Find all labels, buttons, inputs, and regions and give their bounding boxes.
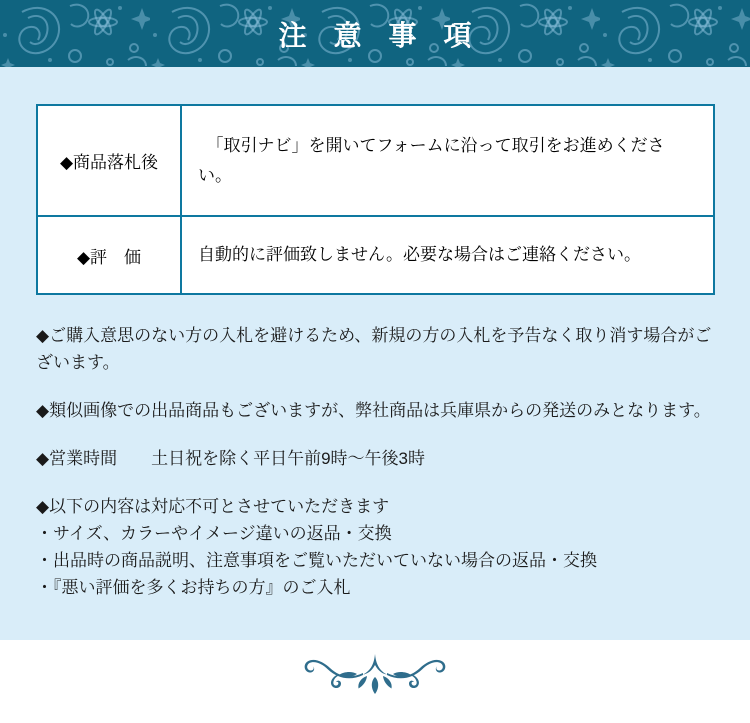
note-list [36,493,717,601]
row-label: ◆評 価 [37,216,181,294]
notes-section [36,322,717,601]
page-title: 注 意 事 項 [278,20,482,52]
note-paragraph: ◆ご購入意思のない方の入札を避けるため、新規の方の入札を予告なく取り消す場合がございます。 [36,326,712,372]
note-line: ・出品時の商品説明、注意事項をご覧いただいていない場合の返品・交換 [36,551,597,570]
note-line: ・『悪い評価を多くお持ちの方』のご入札 [36,578,351,597]
row-label: ◆商品落札後 [37,105,181,216]
content-area [0,67,750,640]
row-text: 「取引ナビ」を開いてフォームに沿って取引をお進めください。 [181,105,714,216]
table-row [37,216,714,294]
note-line: ・サイズ、カラーやイメージ違いの返品・交換 [36,524,392,543]
note-paragraph: ◆営業時間 土日祝を除く平日午前9時～午後3時 [36,449,425,468]
flourish-icon [290,652,460,700]
notice-table [36,104,715,295]
table-row [37,105,714,216]
row-text: 自動的に評価致しません。必要な場合はご連絡ください。 [181,216,714,294]
note-line: ◆以下の内容は対応不可とさせていただきます [36,497,390,516]
note-paragraph: ◆類似画像での出品商品もございますが、弊社商品は兵庫県からの発送のみとなります。 [36,401,711,420]
footer [0,640,750,723]
header-banner [0,0,750,67]
